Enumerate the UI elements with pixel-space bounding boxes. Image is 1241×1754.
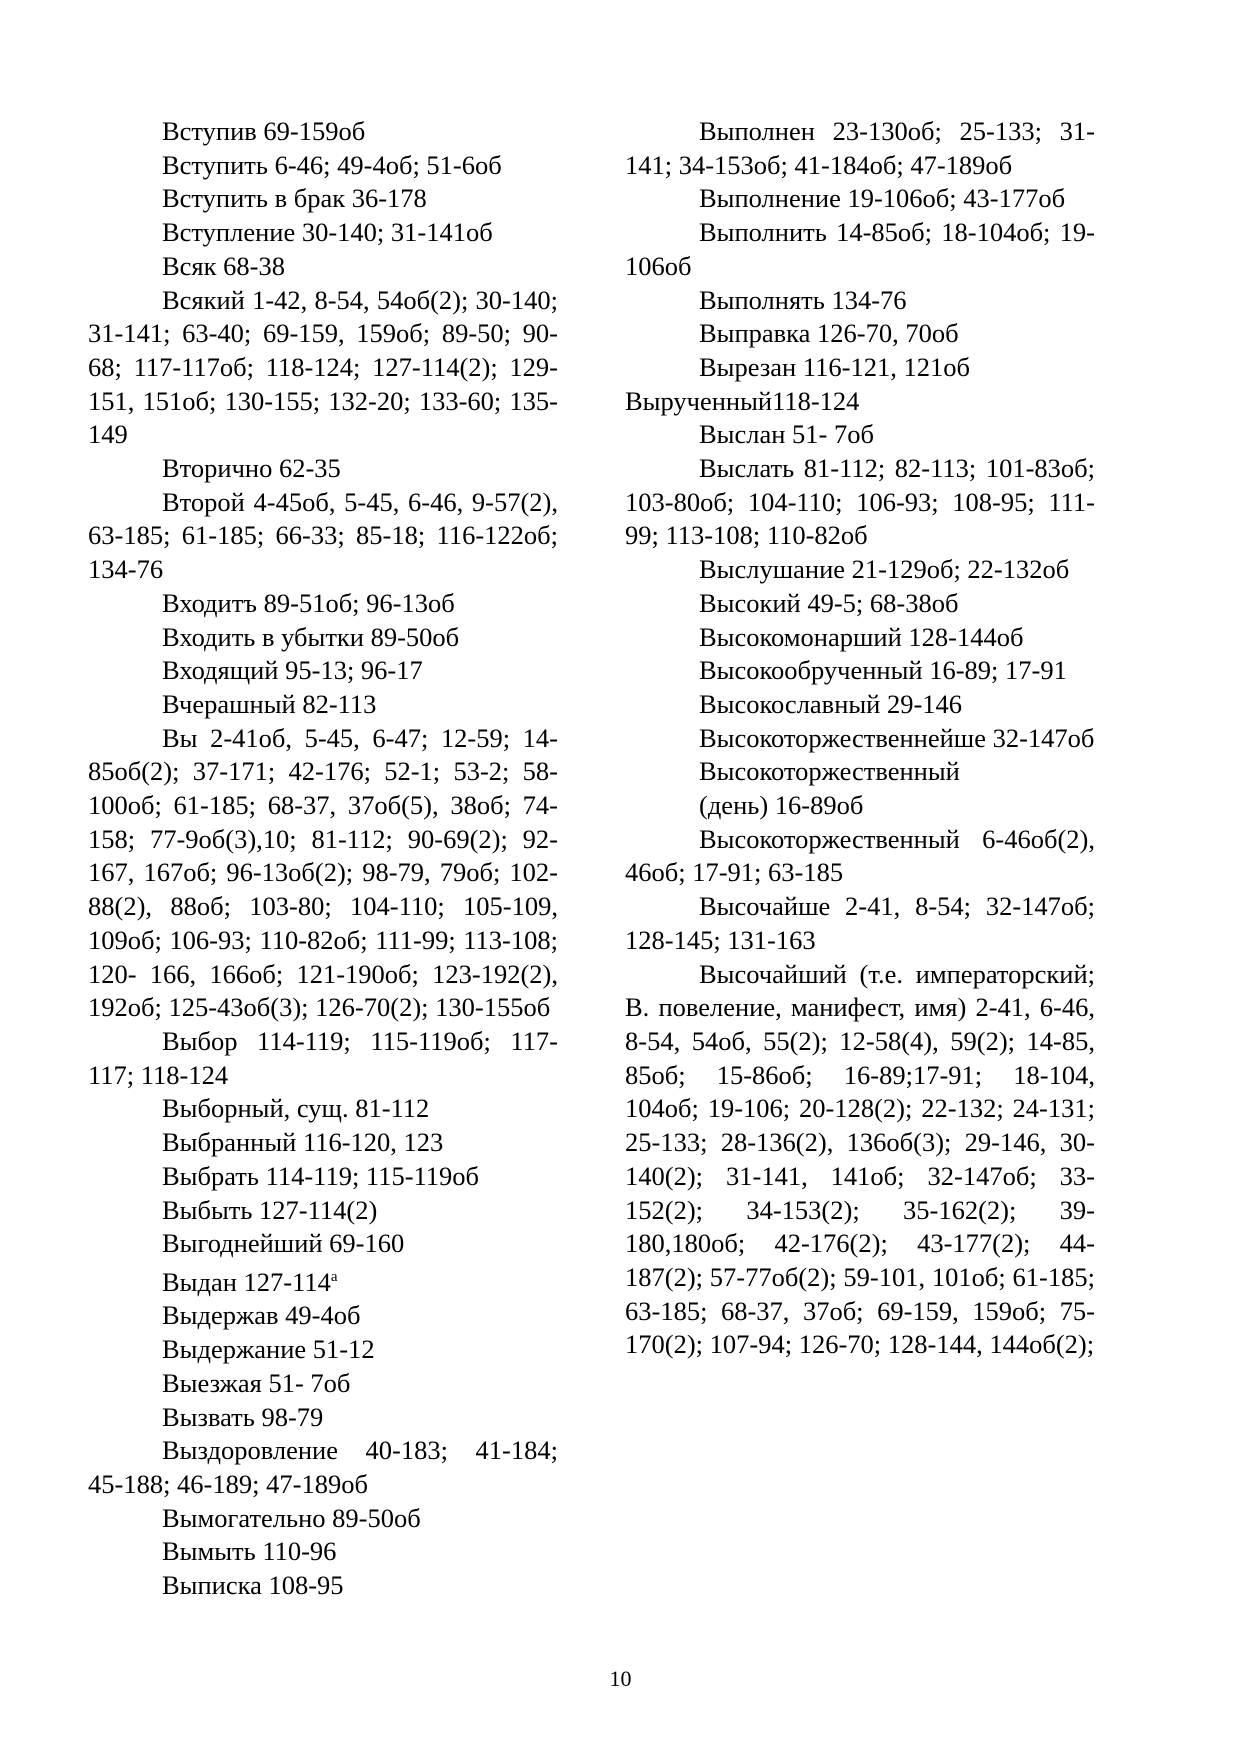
index-entry: Высокоторжественнейше 32-147об: [699, 722, 1095, 753]
index-entry: Входитъ 89-51об; 96-13об: [162, 587, 455, 618]
index-entry: Выправка 126-70, 70об: [699, 318, 959, 349]
index-entry: Высокоторжественный 6-46об(2), 46об; 17-91; 63-185: [625, 823, 1095, 888]
index-entry: Входить в убытки 89-50об: [162, 621, 460, 652]
index-entry: Выбыть 127-114(2): [162, 1194, 378, 1225]
index-entry: Выезжая 51- 7об: [162, 1367, 351, 1398]
left-column: [88, 115, 558, 1603]
index-entry: Вторично 62-35: [162, 453, 341, 484]
index-entry: Выслать 81-112; 82-113; 101-83об; 103-80об; 104-110; 106-93; 108-95; 111-99; 113-108; 110-82об: [625, 453, 1095, 551]
index-entry: Второй 4-45об, 5-45, 6-46, 9-57(2), 63-185; 61-185; 66-33; 85-18; 116-122об; 134-76: [88, 486, 558, 585]
index-entry: Высокообрученный 16-89; 17-91: [699, 655, 1067, 686]
right-column: [625, 115, 1095, 1362]
index-entry: Выполнение 19-106об; 43-177об: [699, 183, 1066, 214]
index-entry: Выбранный 116-120, 123: [162, 1127, 444, 1158]
index-entry: Выполнен 23-130об; 25-133; 31-141; 34-153об; 41-184об; 47-189об: [625, 116, 1095, 180]
index-entry: Входящий 95-13; 96-17: [162, 655, 423, 686]
index-entry: Выздоровление 40-183; 41-184; 45-188; 46-189; 47-189об: [88, 1435, 558, 1499]
index-entry: Высокоторжественный: [699, 756, 960, 787]
index-entry: Выполнять 134-76: [699, 284, 907, 315]
index-entry: Вступить в брак 36-178: [162, 183, 427, 214]
index-entry: Выслан 51- 7об: [699, 419, 874, 450]
index-entry: Выдержав 49-4об: [162, 1300, 361, 1331]
index-entry: Всякий 1-42, 8-54, 54об(2); 30-140; 31-141; 63-40; 69-159, 159об; 89-50; 90-68; 117-117об; 118-124; 127-114(2); 129-151, 151об; 130-155; 132-20; 133-60; 135-149: [88, 284, 558, 450]
index-entry: Вчерашный 82-113: [162, 688, 377, 719]
page-number: 10: [609, 1666, 632, 1691]
index-entry: Вступив 69-159об: [162, 116, 366, 146]
index-entry: Выписка 108-95: [162, 1570, 344, 1601]
index-entry: Высочайше 2-41, 8-54; 32-147об; 128-145; 131-163: [625, 891, 1095, 955]
index-entry: Выдержание 51-12: [162, 1334, 375, 1365]
index-entry: Выбор 114-119; 115-119об; 117-117; 118-124: [88, 1025, 558, 1090]
index-entry: Вымыть 110-96: [162, 1536, 337, 1567]
footnote-mark: а: [330, 1268, 338, 1285]
index-entry: Вырезан 116-121, 121об: [699, 351, 970, 382]
index-entry: Выгоднейший 69-160: [162, 1228, 405, 1259]
index-entry-text: Выдан 127-114: [162, 1266, 331, 1297]
index-entry: Выборный, сущ. 81-112: [162, 1093, 430, 1124]
index-entry: Вы 2-41об, 5-45, 6-47; 12-59; 14-85об(2); 37-171; 42-176; 52-1; 53-2; 58-100об; 61-185; 68-37, 37об(5), 38об; 74-158; 77-9об(3),10; 81-112; 90-69(2); 92-167, 167об; 96-13об(2); 98-79, 79об; 102-88(2), 88об; 103-80; 104-110; 105-109, 109об; 106-93; 110-82об; 111-99; 113-108; 120- 166, 166об; 121-190об; 123-192(2), 192об; 125-43об(3); 126-70(2); 130-155об: [88, 722, 558, 1023]
index-entry: Высокомонарший 128-144об: [699, 621, 1024, 652]
index-entry: Вырученный118-124: [625, 385, 860, 416]
index-entry: Высочайший (т.е. императорский; В. повеление, манифест, имя) 2-41, 6-46, 8-54, 54об, 55(2); 12-58(4), 59(2); 14-85, 85об; 15-86об; 16-89;17-91; 18-104, 104об; 19-106; 20-128(2); 22-132; 24-131; 25-133; 28-136(2), 136об(3); 29-146, 30-140(2); 31-141, 141об; 32-147об; 33-152(2); 34-153(2); 35-162(2); 39-180,180об; 42-176(2); 43-177(2); 44-187(2); 57-77об(2); 59-101, 101об; 61-185; 63-185; 68-37, 37об; 69-159, 159об; 75-170(2); 107-94; 126-70; 128-144, 144об(2);: [625, 958, 1095, 1360]
index-entry: Высокий 49-5; 68-38об: [699, 587, 959, 618]
index-entry: Вызвать 98-79: [162, 1401, 324, 1432]
index-entry: Вымогательно 89-50об: [162, 1502, 421, 1533]
index-entry-with-footnote: [88, 1261, 558, 1300]
index-entry: Всяк 68-38: [162, 250, 285, 281]
index-entry: Вступить 6-46; 49-4об; 51-6об: [162, 149, 502, 180]
index-entry: Выслушание 21-129об; 22-132об: [699, 554, 1070, 585]
index-entry-continuation: (день) 16-89об: [699, 790, 864, 821]
index-entry: Выбрать 114-119; 115-119об: [162, 1160, 480, 1191]
index-entry: Выполнить 14-85об; 18-104об; 19-106об: [625, 217, 1095, 281]
index-entry: Вступление 30-140; 31-141об: [162, 217, 493, 248]
index-entry: Высокославный 29-146: [699, 688, 963, 719]
